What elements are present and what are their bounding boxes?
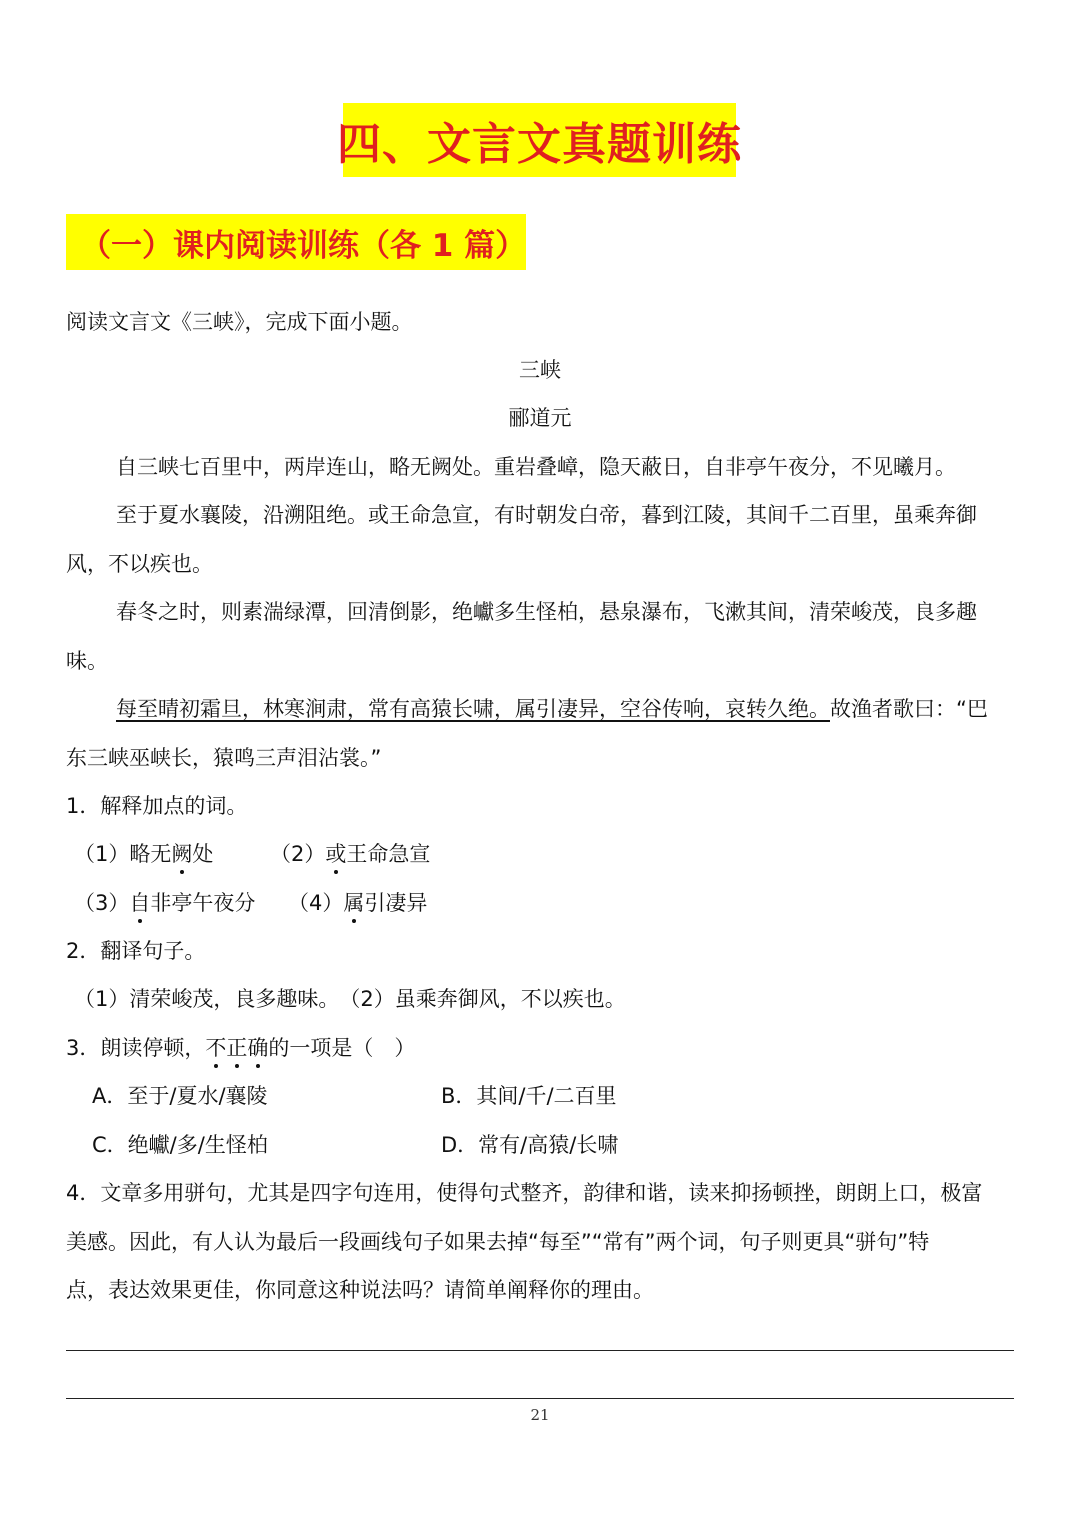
option-d: D．常有/高猿/长啸 [441,1133,619,1157]
page-number: 21 [530,1406,550,1424]
option-b: B．其间/千/二百里 [441,1084,617,1108]
question-1-item-2: （2）或王命急宣 [270,842,431,866]
dotted-char: 或 [325,842,347,866]
dotted-char: 自 [129,891,151,915]
passage-paragraph-4-line-2: 东三峡巫峡长，猿鸣三声泪沾裳。” [66,746,382,770]
underlined-sentence: 每至晴初霜旦，林寒涧肃，常有高猿长啸，属引凄异，空谷传响，哀转久绝。 [116,697,830,721]
question-4-line-3: 点，表达效果更佳，你同意这种说法吗？请简单阐释你的理由。 [66,1278,654,1302]
option-c: C．绝巘/多/生怪柏 [92,1133,268,1157]
dotted-char: 阙 [171,842,193,866]
passage-title: 三峡 [519,358,561,382]
passage-paragraph-2-line-1: 至于夏水襄陵，沿溯阻绝。或王命急宣，有时朝发白帝，暮到江陵，其间千二百里，虽乘奔御 [116,503,977,527]
title-highlight [337,103,742,177]
question-1-item-4: （4）属引凄异 [288,891,428,915]
passage-author: 郦道元 [508,406,572,430]
passage-paragraph-3-line-2: 味。 [66,649,108,673]
question-1-stem: 1．解释加点的词。 [66,794,248,818]
subtitle-highlight [66,214,526,270]
passage-paragraph-3-line-1: 春冬之时，则素湍绿潭，回清倒影，绝巘多生怪柏，悬泉瀑布，飞漱其间，清荣峻茂，良多趣 [116,600,977,624]
question-2-stem: 2．翻译句子。 [66,939,206,963]
passage-paragraph-4-rest: 故渔者歌曰：“巴 [830,697,988,721]
dotted-char: 属 [343,891,365,915]
question-1-item-3: （3）自非亭午夜分 [74,891,256,915]
section-subtitle: （一）课内阅读训练（各 1 篇） [80,227,527,264]
dotted-char: 确 [247,1036,269,1060]
passage-paragraph-1: 自三峡七百里中，两岸连山，略无阙处。重岩叠嶂，隐天蔽日，自非亭午夜分，不见曦月。 [116,455,956,479]
page-title: 四、文言文真题训练 [337,119,742,170]
dotted-char: 不 [205,1036,227,1060]
dotted-char: 正 [226,1036,248,1060]
question-2-items: （1）清荣峻茂，良多趣味。 （2）虽乘奔御风，不以疾也。 [74,987,626,1011]
option-a: A．至于/夏水/襄陵 [92,1084,268,1108]
footer-rule [66,1398,1014,1399]
passage-paragraph-2-line-2: 风，不以疾也。 [66,552,213,576]
instruction: 阅读文言文《三峡》，完成下面小题。 [66,310,413,334]
passage-paragraph-4-line-1 [116,695,988,723]
question-4-line-2: 美感。因此，有人认为最后一段画线句子如果去掉“每至”“常有”两个词，句子则更具“骈句”特 [66,1230,930,1254]
question-4-line-1: 4．文章多用骈句，尤其是四字句连用，使得句式整齐，韵律和谐，读来抑扬顿挫，朗朗上口，极富 [66,1181,983,1205]
answer-line [66,1350,1014,1351]
question-1-item-1: （1）略无阙处 [74,842,214,866]
question-3-stem: 3．朗读停顿，不正确的一项是（ ） [66,1036,416,1060]
